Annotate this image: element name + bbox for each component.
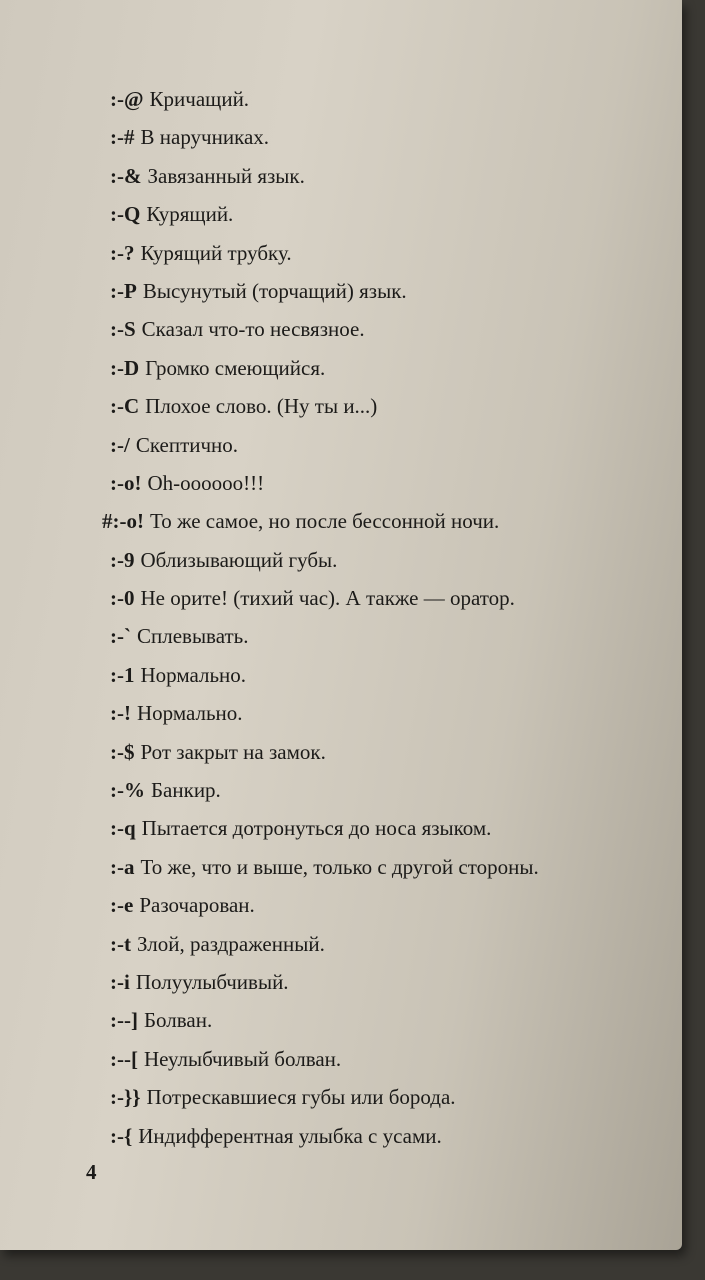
emoticon-list bbox=[102, 80, 670, 1155]
emoticon-code: :--[ bbox=[110, 1046, 138, 1071]
emoticon-code: :-0 bbox=[110, 586, 135, 611]
emoticon-code: :-S bbox=[110, 317, 136, 342]
emoticon-description: Высунутый (торчащий) язык. bbox=[142, 278, 407, 303]
emoticon-description: Рот закрыт на замок. bbox=[140, 739, 326, 764]
emoticon-code: :-P bbox=[110, 278, 137, 303]
list-item bbox=[110, 1117, 670, 1155]
emoticon-code: :-}} bbox=[110, 1085, 141, 1110]
list-item bbox=[110, 541, 670, 579]
emoticon-code: :-o! bbox=[110, 470, 142, 495]
list-item bbox=[110, 579, 670, 617]
emoticon-description: Пытается дотронуться до носа языком. bbox=[141, 816, 492, 841]
emoticon-description: То же, что и выше, только с другой стороны. bbox=[140, 854, 539, 879]
emoticon-description: Завязанный язык. bbox=[147, 163, 305, 188]
emoticon-code: :-% bbox=[110, 778, 145, 803]
emoticon-code: :-/ bbox=[110, 432, 130, 457]
emoticon-description: Скептично. bbox=[135, 432, 239, 457]
emoticon-code: :-! bbox=[110, 701, 131, 726]
list-item bbox=[110, 886, 670, 924]
emoticon-code: :-& bbox=[110, 163, 142, 188]
emoticon-code: :--] bbox=[110, 1008, 138, 1033]
emoticon-description: Курящий. bbox=[146, 202, 234, 227]
emoticon-description: Полуулыбчивый. bbox=[135, 969, 289, 994]
list-item bbox=[110, 234, 670, 272]
list-item bbox=[110, 617, 670, 655]
emoticon-description: Болван. bbox=[143, 1008, 213, 1033]
emoticon-description: В наручниках. bbox=[140, 125, 270, 150]
emoticon-code: :-# bbox=[110, 125, 135, 150]
list-item bbox=[110, 349, 670, 387]
emoticon-code: :-e bbox=[110, 893, 134, 918]
emoticon-description: Плохое слово. (Ну ты и...) bbox=[145, 394, 378, 419]
emoticon-description: Кричащий. bbox=[149, 87, 250, 111]
list-item bbox=[110, 387, 670, 425]
emoticon-description: Громко смеющийся. bbox=[145, 355, 326, 380]
emoticon-code: :-$ bbox=[110, 739, 135, 764]
emoticon-code: :-a bbox=[110, 854, 135, 879]
emoticon-description: То же самое, но после бессонной ночи. bbox=[149, 509, 500, 534]
emoticon-description: Потрескавшиеся губы или борода. bbox=[146, 1085, 456, 1110]
emoticon-description: Банкир. bbox=[151, 778, 221, 803]
list-item bbox=[110, 310, 670, 348]
list-item bbox=[110, 426, 670, 464]
list-item bbox=[110, 963, 670, 1001]
emoticon-code: :-i bbox=[110, 969, 130, 994]
list-item bbox=[110, 464, 670, 502]
emoticon-code: :-1 bbox=[110, 662, 135, 687]
list-item bbox=[110, 656, 670, 694]
emoticon-description: Нормально. bbox=[136, 701, 243, 726]
emoticon-description: Индифферентная улыбка с усами. bbox=[138, 1123, 442, 1148]
emoticon-code: :-q bbox=[110, 816, 136, 841]
emoticon-description: Курящий трубку. bbox=[140, 240, 292, 265]
emoticon-code: :-D bbox=[110, 355, 140, 380]
list-item bbox=[110, 272, 670, 310]
emoticon-description: Сплевывать. bbox=[136, 624, 249, 649]
emoticon-code: :-{ bbox=[110, 1123, 133, 1148]
list-item bbox=[110, 1078, 670, 1116]
emoticon-code: :-t bbox=[110, 931, 131, 956]
emoticon-code: :-` bbox=[110, 624, 131, 649]
emoticon-code: :-@ bbox=[110, 87, 144, 111]
emoticon-code: :-C bbox=[110, 394, 140, 419]
emoticon-code: :-? bbox=[110, 240, 135, 265]
list-item bbox=[110, 118, 670, 156]
list-item bbox=[110, 1001, 670, 1039]
emoticon-code: #:-o! bbox=[102, 509, 144, 534]
list-item bbox=[110, 694, 670, 732]
list-item bbox=[110, 157, 670, 195]
list-item bbox=[110, 771, 670, 809]
list-item bbox=[110, 1040, 670, 1078]
emoticon-description: Злой, раздраженный. bbox=[136, 931, 325, 956]
list-item bbox=[102, 502, 670, 540]
list-item bbox=[110, 195, 670, 233]
emoticon-description: Разочарован. bbox=[139, 893, 255, 918]
emoticon-code: :-9 bbox=[110, 547, 135, 572]
page-number: 4 bbox=[86, 1160, 97, 1184]
list-item bbox=[110, 80, 670, 118]
emoticon-description: Неулыбчивый болван. bbox=[143, 1046, 342, 1071]
emoticon-description: Нормально. bbox=[140, 662, 247, 687]
list-item bbox=[110, 733, 670, 771]
emoticon-code: :-Q bbox=[110, 202, 141, 227]
emoticon-description: Не орите! (тихий час). А также — оратор. bbox=[140, 586, 515, 611]
emoticon-description: Облизывающий губы. bbox=[140, 547, 338, 572]
list-item bbox=[110, 848, 670, 886]
emoticon-description: Oh-oooooo!!! bbox=[147, 470, 265, 495]
emoticon-description: Сказал что-то несвязное. bbox=[141, 317, 365, 342]
list-item bbox=[110, 809, 670, 847]
list-item bbox=[110, 925, 670, 963]
